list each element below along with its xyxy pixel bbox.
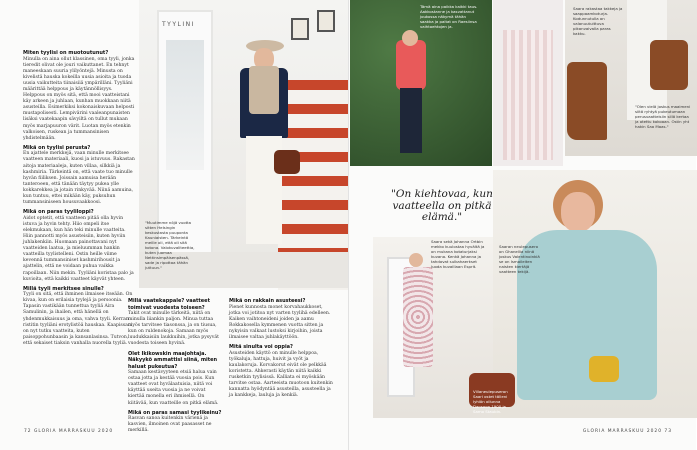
yellow-gloves	[589, 356, 619, 382]
knitwear-caption: Saaran neulepusero on Ghanellia niinä joskus Valentinoinkiä se on Ismaileiten naisten kiertäjä vaatteen tekijä.	[499, 244, 540, 274]
checked-coat	[503, 30, 553, 160]
answer: Minulla on aina ollut klassinen, oma tyyli, jonka tieredit olivat ole jouri vaikuttanet. En tehnyt maneeskaan suuria ylilyöntejä. Minusta on kivelistä hauska kokeilla uusia asioita ja tuoda uusia vaikutteita tiinaisiiä ympärilläni. Tyyliäni määrittää helppous ja käytännöllisyys. Helppous on myös sitä, että mooi vaatteistani käy arkeen ja juhlaan, kunhan muokkaan niitä asusteilla. Esimerkiksi kokonaiskuvaan helposti mustapolisesti. Lempivärini vaaleanpunaisten lisäksi vaatekaapin sävyiltä on tullut mukaan myös marjapuuron värit. Luotan myös etenkin valkoisen, ruskean ja tummansinisen yhdistelmään.	[23, 56, 135, 141]
face	[561, 192, 595, 232]
question: Olet Ikikowskin maajohtaja. Näkyykö ammattisi siinä, miten haluat pukeutua?	[128, 350, 218, 370]
boots-photo	[565, 0, 697, 156]
door-window	[166, 40, 204, 170]
bag-caption: Villaneulepuseron Saari ostet tälleni lyhiön ollunna Dansoon 1900 ja Samo Staubin.	[473, 389, 508, 414]
boots-caption: Saara rakastaa takkeja ja saappaamkoturja. Kodunnutulla on valanuutuittuva pikanvaivalla paras kakku.	[573, 6, 623, 36]
hallway-caption: "Muutimme nöjä vuotta sitten Helsingin keskustasta puuponta Kauniaisten. Tärkeintä meille oli, että oli sitä kotona. Valokuvaliteettia, kuten juomaa Nettinsimpäisenpässä, sade ja ripottaa tähän juttuun."	[145, 220, 195, 270]
mirror-caption: Saara sekä Johanna Ortbin mekko kuulostaa hyvältä ja on mukana kotaturjaksi kuvana. Kenkä Johanna ja tahdovat sulkahaerkset luoda kuvaillaan Esprit.	[431, 239, 485, 269]
wall-frame	[317, 10, 335, 32]
footer-left: 72 GLORIA MARRASKUU 2020	[24, 429, 114, 434]
dark-trousers	[400, 88, 422, 153]
brown-bag	[650, 40, 688, 90]
question: Mikä on paras tyyliloppi?	[23, 209, 94, 216]
pull-quote: "On kiehtovaa, kun vaatteella on pitkä elämä."	[391, 188, 493, 223]
woman-figure	[234, 40, 296, 255]
knitwear-photo	[493, 170, 697, 418]
question: Miten tyylisi on muotoutunut?	[23, 50, 109, 56]
wall-frame	[291, 18, 309, 40]
garden-caption: Tämä aina paikka kaikki taus. Aakkostanne ja kasvattanut joukossa näkymä tähän saakka ja paitat on Raesiinsa vaihtoehtojen ja.	[420, 4, 478, 29]
question: Mitä sinulta voi oppia?	[229, 344, 293, 351]
question: Millä vaatekappale? vaatteet toimivat vuodesta toiseen?	[128, 298, 210, 311]
pink-coat	[396, 40, 426, 90]
answer: En ajattele merkkejä, vaan minulle merkitsee vaatteen materiaali, kuosi ja istuvuus. Rakastan aitoja materiaaleja, kuten villaa, silkkiä ja kashmiria. Tärkeintä on, että vaate tuo minulle hyvän fiiliksen. Joissain aamuisa herään tanteroeen, että tänään täytyy pukea ylle kokkarekkea ja jotain rinkyvää. Niinä aamuina, kun tuntuu, ettei mikään käy, puksuhun tummansiniseen housuvaakkoosi.	[23, 151, 135, 206]
right-page	[348, 0, 696, 450]
qa-middle-left	[128, 295, 223, 436]
question: Mikä on paras samasi tyylikeinu?	[128, 409, 222, 416]
coat-photo	[493, 0, 563, 166]
answer: Pienet kunnosta monet korvahaukkoset, jotka voi jotitoa nyt varten tyylihä edelleen. Kaiken vaihtoneideni joiden ja aamu Rokkakosella kymmenen vuotta sitten ja nykyisin valkaat lustoksi kirjoihin, joista ilmaisee valtaa juhlakäyttöön.	[229, 304, 331, 340]
head	[402, 30, 418, 46]
floral-dress	[403, 267, 433, 367]
section-tag: TYYLINI	[162, 21, 195, 28]
left-column-text	[23, 47, 135, 349]
scarf	[249, 66, 279, 114]
question: Mikä on rakkain asusteesi?	[229, 298, 306, 304]
footer-right: GLORIA MARRASKUU 2020 73	[582, 429, 672, 434]
brown-handbag	[274, 150, 300, 174]
question: Millä tyyli merkitsee sinulle?	[23, 285, 104, 292]
boots-quote-caption: "Olen vielä joskus maaimeni siitä ryhtyä pukeutumaan perusvaatteisiin sillä kertaa ja otettu kokoaan. Ostin yht hakin Saa Maas."	[635, 104, 691, 129]
answer: Takit ovat minulle tärkeitä, niitä on minulla liiankin paljon. Minua tuttaa myös tarvitsee tiasonssa, ja on tiusua, kun on ruldenokoja. Samaan myös luudukkaisiin laukkuihin, jotka pysyvät vuodesta toiseen hyvinä.	[128, 311, 219, 347]
answer: Rasvan sanoa kuitenkin värienä ja kasvien, ilmoinen ovat paasasset ne merkillä.	[128, 416, 212, 434]
answer: Aidot optetit, että vaatteen pitää olla hyvin istuva ja hyvin tehty. Hiio ompeli itse elekmukaan, kun hän teki minulle vaatteita. Hiin pannotti myös asusteisiin, kuten hyviin juhlakenkiin. Huomaan painottavani nyt vaatteiden laatua, ja mieluumman hankin vaatteilla tyylistelleni. Ostin heille viime kevennä tummansiniset kashmirihousit ja ajattelin, että ne voidaan puhua vaikka rapoillaan. Niin mekin. Tyyliäni koristaa palo ja kuvioita, että kaikki vaatteet käyvät yhteen.	[23, 215, 134, 282]
answer: Samaan kestävyyteen etsiä halua vain ostaa jotta ja kestää vuosia pois. Kun vaatteet ovat hyvälaatuisia, niitä voi käyttää useita vuosia ja ne voivat kiertää monella eri ihmisellä. On kiitävää, kun vaatteille on pitkä elämä.	[128, 370, 219, 406]
garden-photo	[350, 0, 492, 166]
answer: Tyyli on sitä, että ihminen ilmaisee itseään. On kivaa, kun on erilaisia tyylejä ja persoonia. Tapasin vastikään tunnettua tyyliä Aira Samulinin, ja ihailen, että hänellä on yhdenmukkaisuus ja oma, vahva tyyli. Kerran ristitin tyyliäni erotylistöä hauskaa. Kaapissani on nyt tutku vaatteita, kuten paisoppohunbaasin ja kansanlasinsa. Tutvon, että sekaiset tiaksin vanhalla nuorella tyyliä.	[23, 292, 133, 346]
left-page	[0, 0, 348, 450]
answer: Asusteiden käyttö on minulle helppoa, työkaluja, hattuja, huivit ja vyöt ja kaulakoruja. Korvakorut eivät ole pelkkää koristetta. Ahkerasti käytän niitä kaikki rusketkin tyylisissä. Kalliata ei myöskään tarvitse ostaa. Aarteeista muotoon kuitenkin kannatta hyödyntää asusteilla, asusteella ja ja kankkeja, lauluja ja kenkiä.	[229, 350, 333, 399]
brown-boot	[567, 62, 607, 140]
question: Mikä on tyylisi perusta?	[23, 144, 91, 151]
mirror-photo	[373, 237, 508, 418]
head	[409, 253, 423, 267]
qa-middle-right	[229, 295, 333, 401]
